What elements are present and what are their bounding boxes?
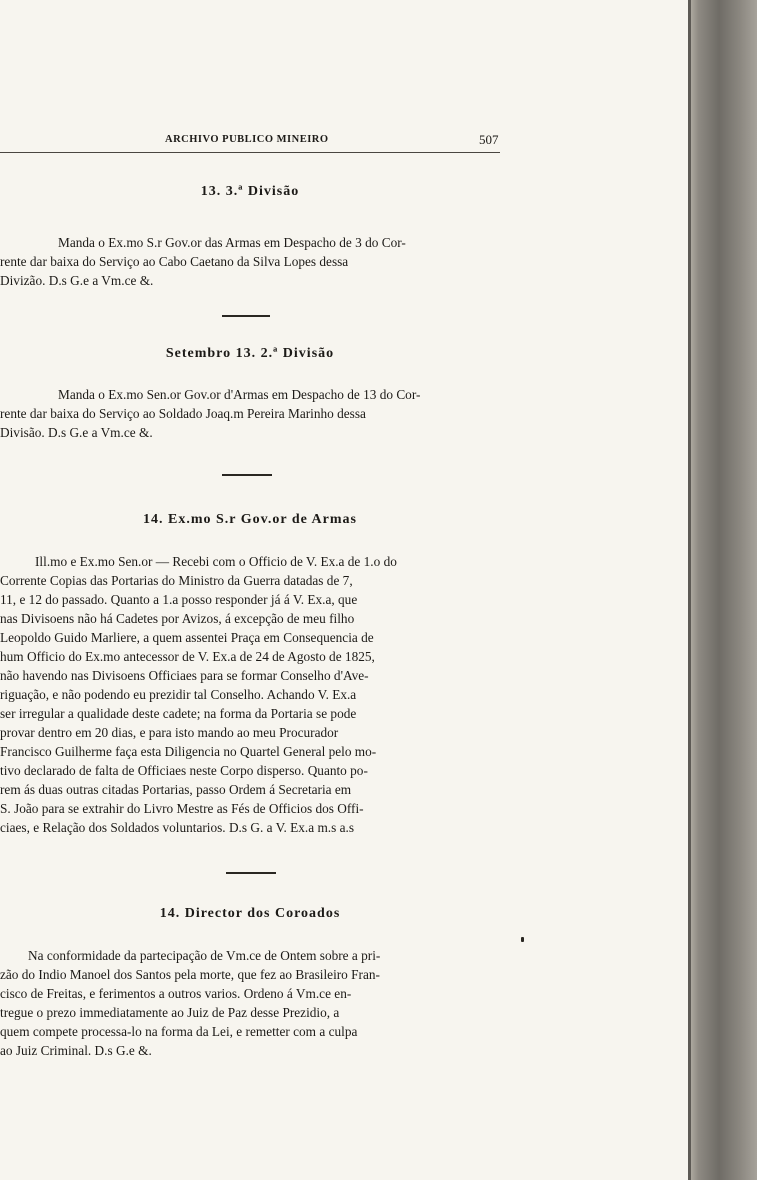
text-line: rem ás duas outras citadas Portarias, passo Ordem á Secretaria em (0, 782, 352, 797)
section-heading: 13. 3.ª Divisão (200, 184, 300, 199)
text-line: tregue o prezo immediatamente ao Juiz de Paz desse Prezidio, a (0, 1005, 340, 1020)
text-line: Na conformidade da partecipação de Vm.ce de Ontem sobre a pri- (28, 948, 381, 963)
text-line: provar dentro em 20 dias, e para isto mando ao meu Procurador (0, 725, 339, 740)
separator-rule (222, 474, 272, 476)
running-header (0, 132, 500, 153)
section-heading: Setembro 13. 2.ª Divisão (165, 346, 335, 361)
text-line: ser irregular a qualidade deste cadete; na forma da Portaria se pode (0, 706, 357, 721)
section-heading: 14. Ex.mo S.r Gov.or de Armas (143, 512, 357, 527)
text-line: Ill.mo e Ex.mo Sen.or — Recebi com o Officio de V. Ex.a de 1.o do (35, 554, 397, 569)
text-line: S. João para se extrahir do Livro Mestre as Fés de Officios dos Offi- (0, 801, 364, 816)
text-line: ao Juiz Criminal. D.s G.e &. (0, 1043, 152, 1058)
header-title: ARCHIVO PUBLICO MINEIRO (165, 134, 329, 145)
text-line: Divisão. D.s G.e a Vm.ce &. (0, 425, 153, 440)
text-line: tivo declarado de falta de Officiaes neste Corpo disperso. Quanto po- (0, 763, 368, 778)
section-text (0, 946, 500, 1060)
text-line: não havendo nas Divisoens Officiaes para se formar Conselho d'Ave- (0, 668, 369, 683)
text-line: Manda o Ex.mo S.r Gov.or das Armas em Despacho de 3 do Cor- (58, 235, 406, 250)
text-line: zão do Indio Manoel dos Santos pela morte, que fez ao Brasileiro Fran- (0, 967, 380, 982)
text-line: Corrente Copias das Portarias do Ministro da Guerra datadas de 7, (0, 573, 353, 588)
book-binding-edge (688, 0, 757, 1180)
text-line: cisco de Freitas, e ferimentos a outros varios. Ordeno á Vm.ce en- (0, 986, 352, 1001)
text-line: riguação, e não podendo eu prezidir tal Conselho. Achando V. Ex.a (0, 687, 357, 702)
text-line: nas Divisoens não há Cadetes por Avizos, á excepção de meu filho (0, 611, 355, 626)
text-line: rente dar baixa do Serviço ao Soldado Joaq.m Pereira Marinho dessa (0, 406, 366, 421)
separator-rule (222, 315, 270, 317)
section-heading: 14. Director dos Coroados (159, 906, 341, 921)
text-line: 11, e 12 do passado. Quanto a 1.a posso responder já á V. Ex.a, que (0, 592, 358, 607)
separator-rule (226, 872, 276, 874)
text-line: rente dar baixa do Serviço ao Cabo Caetano da Silva Lopes dessa (0, 254, 349, 269)
section-text (0, 233, 500, 290)
text-line: Leopoldo Guido Marliere, a quem assentei Praça em Consequencia de (0, 630, 374, 645)
section-text (0, 385, 500, 442)
margin-mark (521, 937, 524, 942)
section-text (0, 552, 500, 837)
text-line: hum Officio do Ex.mo antecessor de V. Ex.a de 24 de Agosto de 1825, (0, 649, 375, 664)
text-line: Manda o Ex.mo Sen.or Gov.or d'Armas em Despacho de 13 do Cor- (58, 387, 421, 402)
text-line: Francisco Guilherme faça esta Diligencia no Quartel General pelo mo- (0, 744, 377, 759)
text-line: quem compete processa-lo na forma da Lei, e remetter com a culpa (0, 1024, 358, 1039)
page-number: 507 (479, 132, 499, 147)
binding-shadow (688, 0, 691, 1180)
text-line: ciaes, e Relação dos Soldados voluntarios. D.s G. a V. Ex.a m.s a.s (0, 820, 355, 835)
text-line: Divizão. D.s G.e a Vm.ce &. (0, 273, 154, 288)
